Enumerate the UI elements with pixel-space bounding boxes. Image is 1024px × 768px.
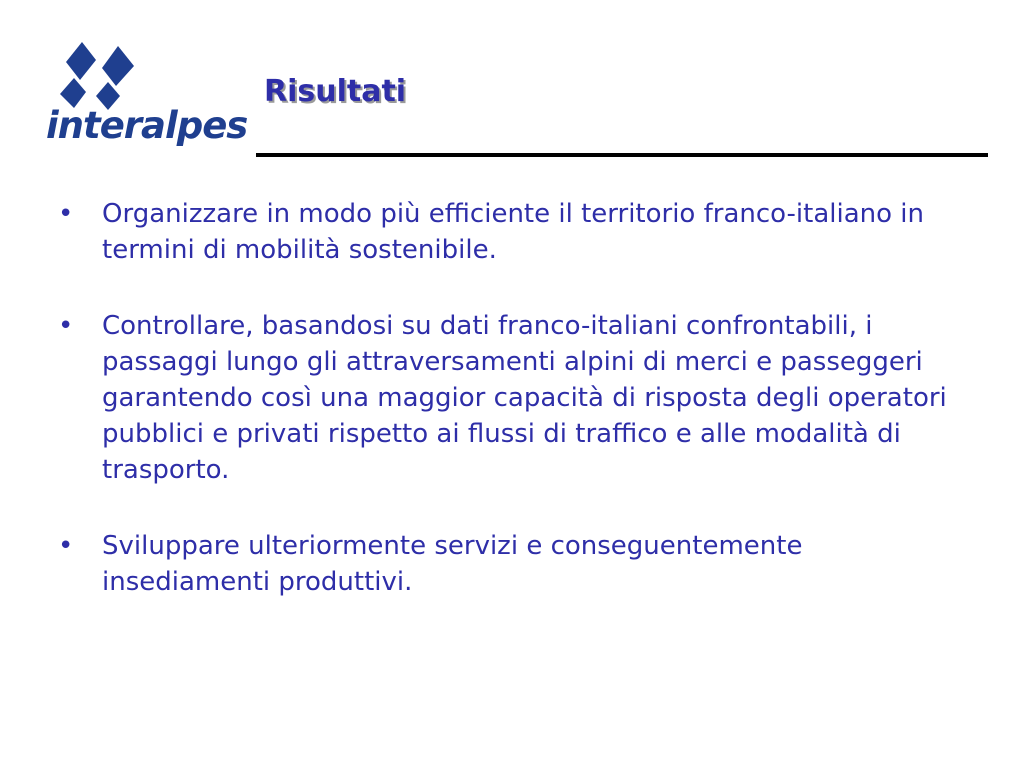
title-underline bbox=[256, 153, 988, 157]
bullet-icon: • bbox=[58, 531, 74, 561]
slide-title: Risultati bbox=[264, 74, 407, 109]
bullet-item bbox=[58, 528, 978, 600]
interalpes-logo bbox=[44, 40, 248, 150]
bullet-text: Sviluppare ulteriormente servizi e conseguentemente insediamenti produttivi. bbox=[102, 531, 803, 597]
logo-wordmark: interalpes bbox=[46, 104, 248, 147]
bullet-item bbox=[58, 308, 978, 488]
bullet-icon: • bbox=[58, 311, 74, 341]
logo-mark-icon bbox=[52, 40, 142, 110]
bullet-icon: • bbox=[58, 199, 74, 229]
bullet-item bbox=[58, 196, 978, 268]
bullet-text: Organizzare in modo più efficiente il territorio franco-italiano in termini di mobilità sostenibile. bbox=[102, 199, 925, 265]
bullet-text: Controllare, basandosi su dati franco-italiani confrontabili, i passaggi lungo gli attraversamenti alpini di merci e passeggeri garantendo così una maggior capacità di risposta degli operatori pubblici e privati rispetto ai flussi di traffico e alle modalità di trasporto. bbox=[102, 311, 947, 485]
bullet-list bbox=[58, 196, 978, 640]
